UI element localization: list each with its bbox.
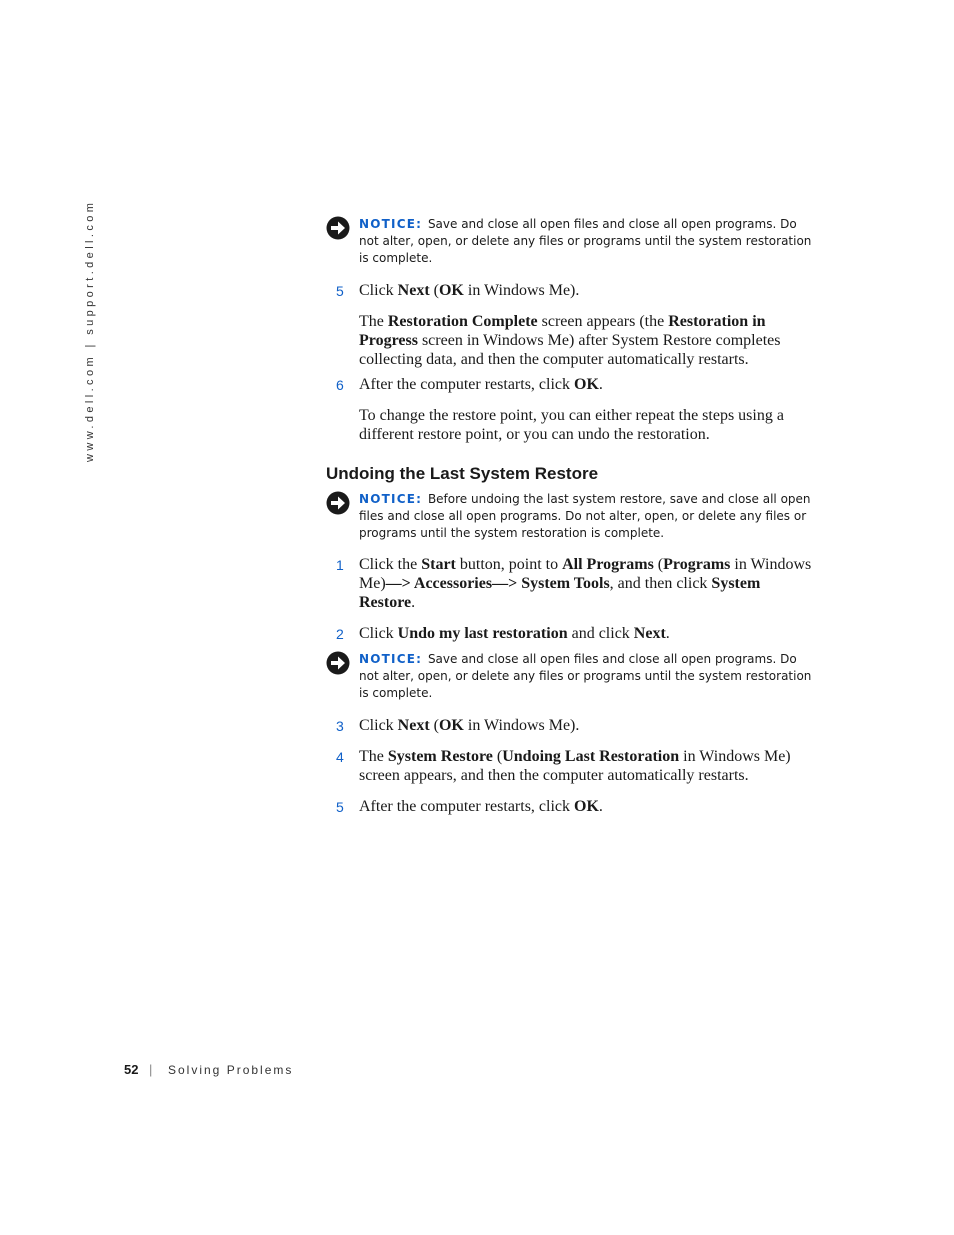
ui-term: System Restore [387,748,493,765]
text-run: and click [567,625,634,642]
text-run: Click the [359,556,422,573]
section-heading: Undoing the Last System Restore [326,464,599,483]
ui-term: OK [438,717,464,734]
notice-2 [326,491,816,542]
footer-section-title: Solving Problems [168,1063,294,1077]
notice-label: NOTICE: [359,492,423,506]
text-run: Click [359,625,398,642]
notice-label: NOTICE: [359,217,423,231]
ui-term: Next [397,282,430,299]
step-text [359,555,816,612]
notice-3 [326,651,816,702]
text-run: . [665,625,670,642]
step-number: 1 [336,557,344,573]
step-number: 3 [336,718,344,734]
undo-step-2 [336,624,816,643]
text-run: Click [359,717,398,734]
text-run: ( [492,748,503,765]
step-text [359,716,816,735]
notice-label: NOTICE: [359,652,423,666]
text-run: screen in Windows Me) after System Restore completes collecting data, and then the computer automatically restarts. [359,332,781,368]
notice-1 [326,216,816,267]
step-text [359,797,816,816]
step-number: 4 [336,749,344,765]
step-number: 2 [336,626,344,642]
undo-step-4 [336,747,816,785]
ui-term: OK [438,282,464,299]
notice-body: Save and close all open files and close all open programs. Do not alter, open, or delete any files or programs until the system restoration is complete. [359,217,812,265]
notice-text [359,651,816,702]
notice-arrow-icon [326,491,350,515]
step-text [359,281,816,300]
notice-body: Save and close all open files and close all open programs. Do not alter, open, or delete any files or programs until the system restoration is complete. [359,652,812,700]
notice-body: Before undoing the last system restore, save and close all open files and close all open programs. Do not alter, open, or delete any files or programs until the system restoration is complete. [359,492,811,540]
text-run: ( [653,556,664,573]
ui-term: Next [397,717,430,734]
undo-step-5 [336,797,816,816]
ui-term: Restoration in Progress [359,313,766,349]
text-run: The [359,748,388,765]
text-run: in Windows Me). [463,282,580,299]
sidebar-url: www.dell.com | support.dell.com [84,199,96,462]
step-text [359,624,816,643]
page-number: 52 [124,1062,139,1077]
text-run: in Windows Me). [463,717,580,734]
notice-arrow-icon [326,651,350,675]
text-run: . [411,594,416,611]
text-run: button, point to [455,556,563,573]
restore-step-5 [336,281,816,300]
text-run: ( [429,717,439,734]
text-run: , and then click [609,575,712,592]
ui-term: OK [574,376,599,393]
text-run: in Windows Me) screen appears, and then the computer automatically restarts. [359,748,791,784]
notice-text [359,491,816,542]
text-run: . [598,376,603,393]
step-number: 5 [336,799,344,815]
ui-term: Next [633,625,666,642]
restoration-complete-paragraph [359,312,809,369]
text-run: The [359,313,388,330]
text-run: screen appears (the [537,313,669,330]
ui-term: OK [574,798,599,815]
step-number: 6 [336,377,344,393]
change-restore-point-paragraph: To change the restore point, you can either repeat the steps using a different restore point, or you can undo the restoration. [359,407,784,443]
text-run: in Windows Me) [359,556,812,592]
step-text [359,375,816,394]
step-number: 5 [336,283,344,299]
ui-term: Restoration Complete [387,313,538,330]
ui-term: All Programs [562,556,654,573]
ui-term: —> Accessories—> System Tools [385,575,610,592]
undo-step-1 [336,555,816,612]
notice-text [359,216,816,267]
text-run: ( [429,282,439,299]
ui-term: System Restore [359,575,761,611]
undo-step-3 [336,716,816,735]
restore-step-6 [336,375,816,394]
text-run: After the computer restarts, click [359,376,575,393]
text-run: After the computer restarts, click [359,798,575,815]
step-text [359,747,816,785]
text-run: . [598,798,603,815]
notice-arrow-icon [326,216,350,240]
footer-separator: | [149,1062,153,1077]
text-run: Click [359,282,398,299]
ui-term: Undo my last restoration [397,625,568,642]
ui-term: Programs [663,556,731,573]
ui-term: Start [421,556,456,573]
ui-term: Undoing Last Restoration [502,748,680,765]
